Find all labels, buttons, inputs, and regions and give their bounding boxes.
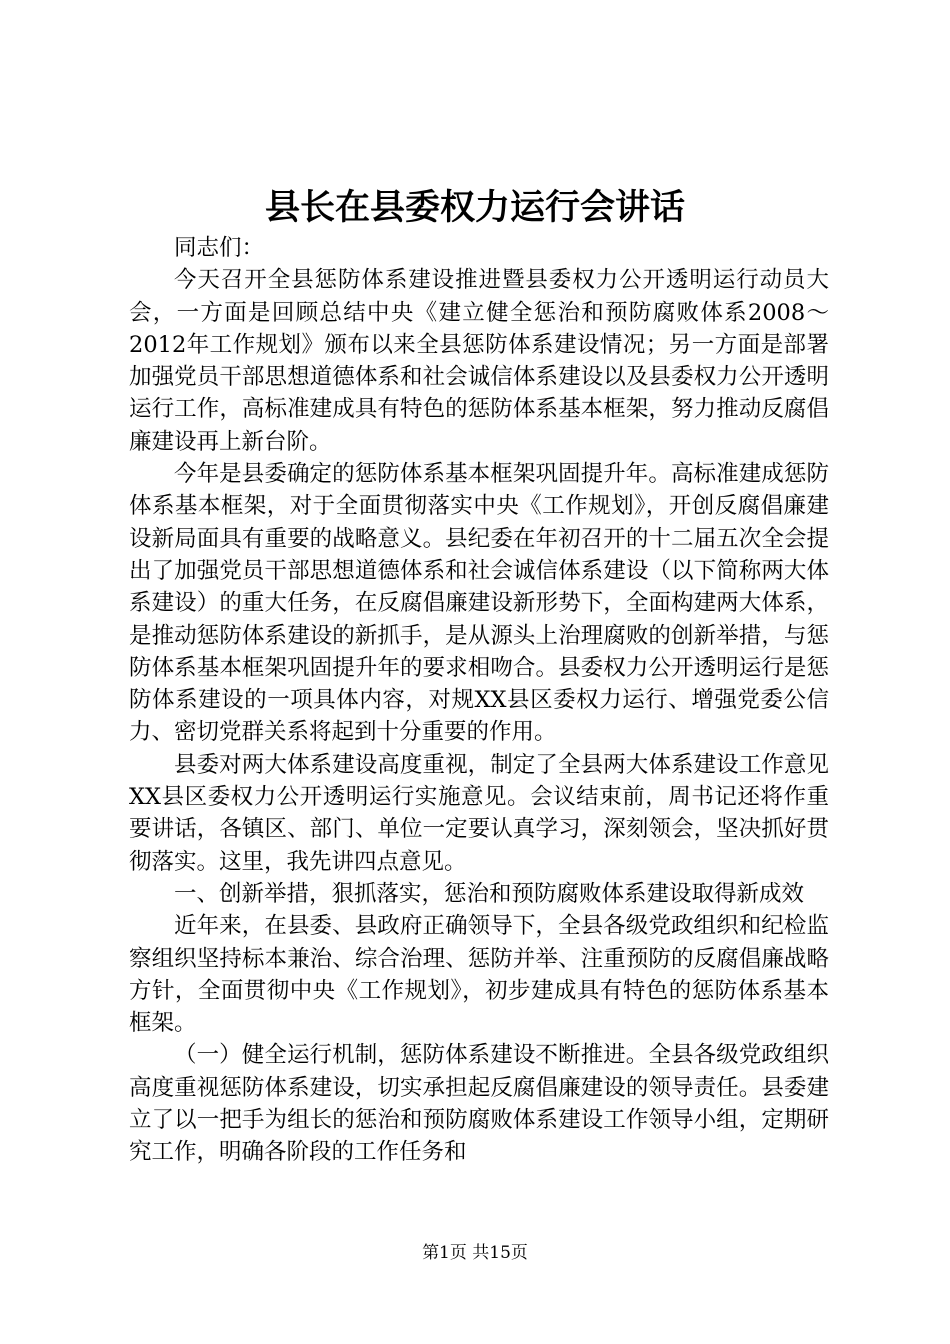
paragraph-1: 今天召开全县惩防体系建设推进暨县委权力公开透明运行动员大会，一方面是回顾总结中央《建立健全惩治和预防腐败体系2008～2012年工作规划》颁布以来全县惩防体系建设情况；另一方面是部署加强党员干部思想道德体系和社会诚信体系建设以及县委权力公开透明运行工作，高标准建成具有特色的惩防体系基本框架，努力推动反腐倡廉建设再上新台阶。 — [129, 267, 829, 455]
paragraph-2: 今年是县委确定的惩防体系基本框架巩固提升年。高标准建成惩防体系基本框架，对于全面贯彻落实中央《工作规划》，开创反腐倡廉建设新局面具有重要的战略意义。县纪委在年初召开的十二届五次全会提出了加强党员干部思想道德体系和社会诚信体系建设（以下简称两大体系建设）的重大任务，在反腐倡廉建设新形势下，全面构建两大体系，是推动惩防体系建设的新抓手，是从源头上治理腐败的创新举措，与惩防体系基本框架巩固提升年的要求相吻合。县委权力公开透明运行是惩防体系建设的一项具体内容，对规XX县区委权力运行、增强党委公信力、密切党群关系将起到十分重要的作用。 — [129, 461, 829, 746]
paragraph-3: 县委对两大体系建设高度重视，制定了全县两大体系建设工作意见XX县区委权力公开透明运行实施意见。会议结束前，周书记还将作重要讲话，各镇区、部门、单位一定要认真学习，深刻领会，坚决抓好贯彻落实。这里，我先讲四点意见。 — [129, 751, 829, 875]
salutation: 同志们： — [174, 235, 265, 261]
paragraph-4: 近年来，在县委、县政府正确领导下，全县各级党政组织和纪检监察组织坚持标本兼治、综合治理、惩防并举、注重预防的反腐倡廉战略方针，全面贯彻中央《工作规划》，初步建成具有特色的惩防体系基本框架。 — [129, 913, 829, 1037]
page-number-footer: 第1页 共15页 — [422, 1243, 528, 1263]
section-heading-1: 一、创新举措，狠抓落实，惩治和预防腐败体系建设取得新成效 — [174, 880, 805, 907]
paragraph-5: （一）健全运行机制，惩防体系建设不断推进。全县各级党政组织高度重视惩防体系建设，切实承担起反腐倡廉建设的领导责任。县委建立了以一把手为组长的惩治和预防腐败体系建设工作领导小组，定期研究工作，明确各阶段的工作任务和 — [129, 1042, 829, 1166]
document-body — [129, 232, 829, 1169]
document-title: 县长在县委权力运行会讲话 — [264, 187, 685, 228]
